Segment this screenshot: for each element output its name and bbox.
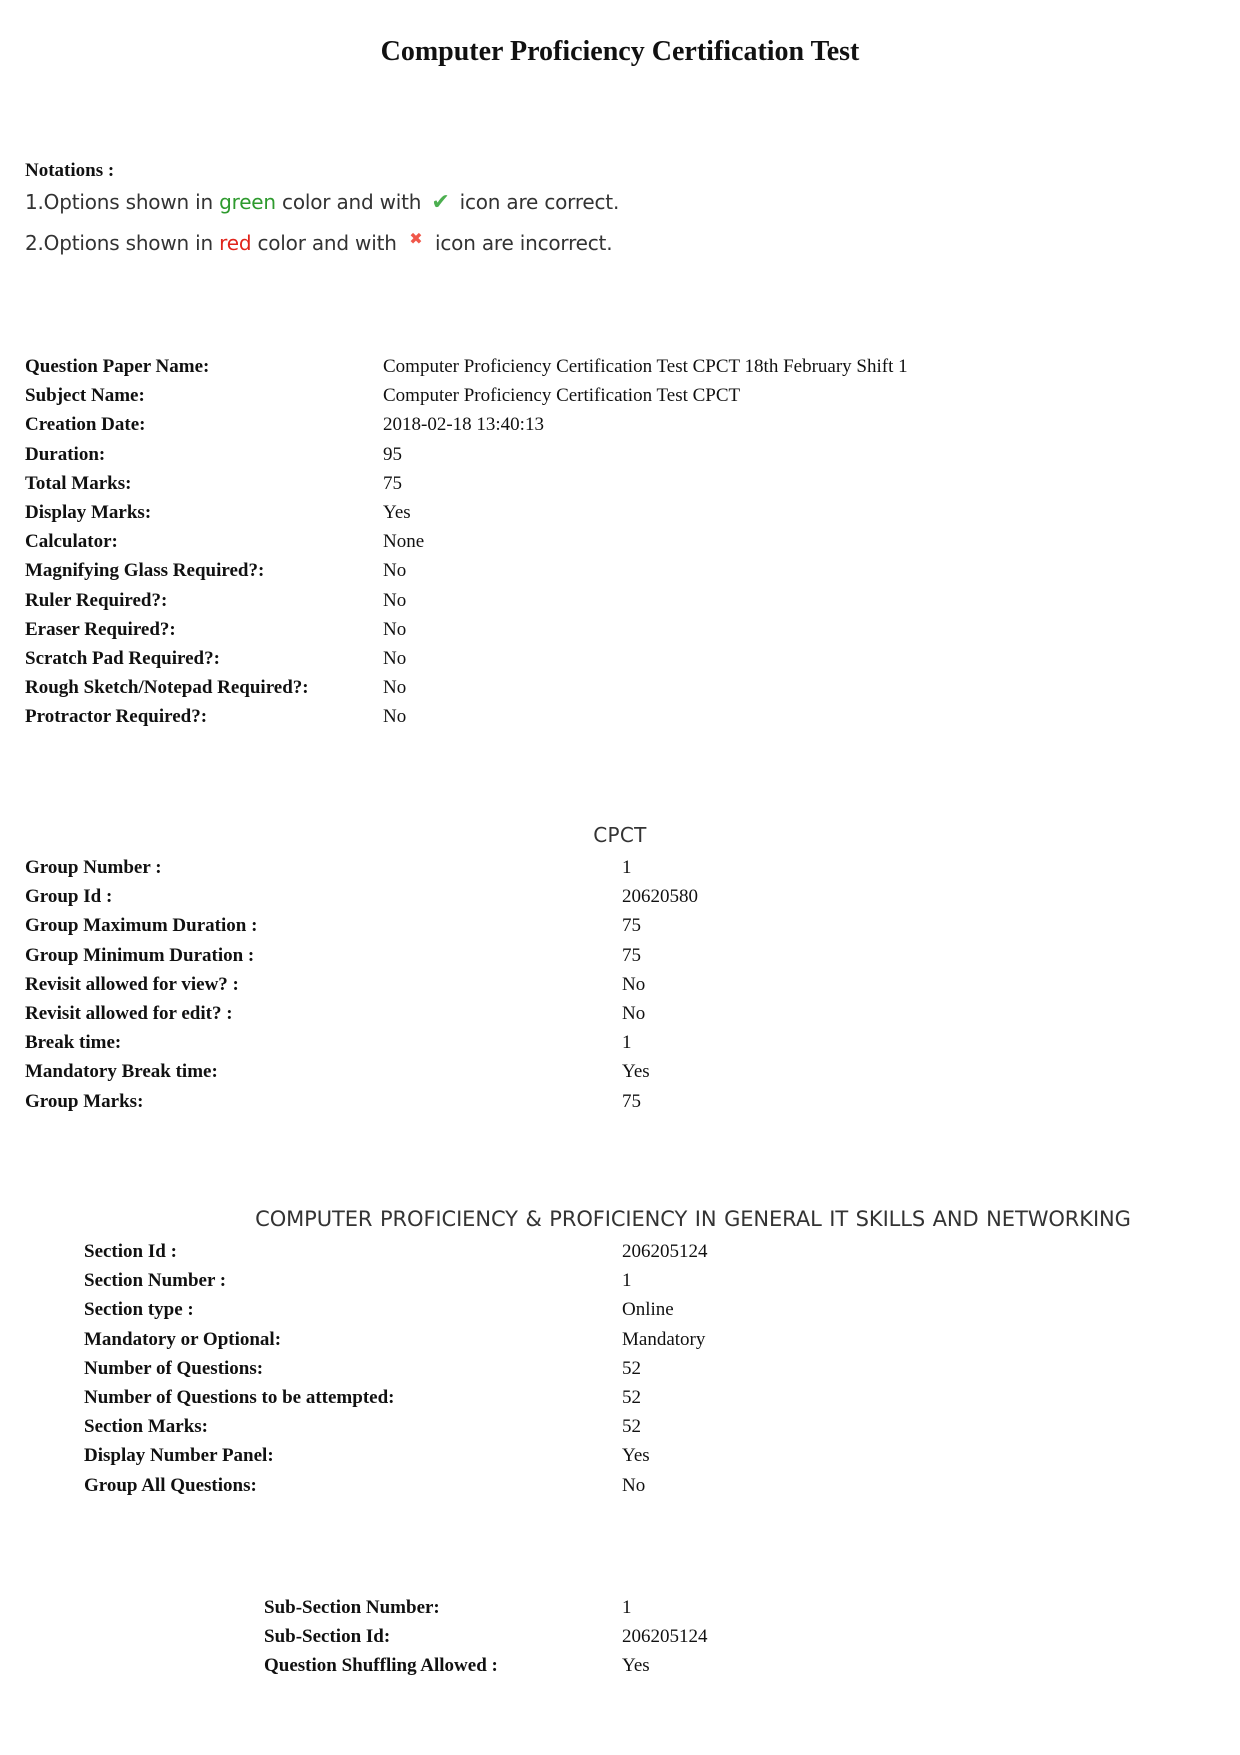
paper-row-rough-sketch [25, 673, 908, 702]
section-value: 206205124 [622, 1241, 708, 1262]
group-value: 75 [622, 915, 641, 937]
section-value: No [622, 1474, 646, 1496]
notation-incorrect-middle: color and with [251, 231, 403, 255]
group-row-number [25, 853, 698, 882]
section-row-id [84, 1237, 708, 1266]
section-row-marks [84, 1412, 708, 1441]
section-heading: COMPUTER PROFICIENCY & PROFICIENCY IN GENERAL IT SKILLS AND NETWORKING [255, 1207, 1131, 1231]
paper-label: Subject Name: [25, 385, 145, 407]
notation-incorrect-suffix: icon are incorrect. [428, 231, 613, 255]
section-value: 52 [622, 1357, 641, 1379]
notation-incorrect [25, 229, 612, 255]
paper-label: Total Marks: [25, 472, 132, 494]
subsection-row-number [264, 1593, 708, 1622]
paper-row-eraser [25, 615, 908, 644]
group-row-min-duration [25, 941, 698, 970]
paper-label: Scratch Pad Required?: [25, 648, 220, 670]
paper-label: Creation Date: [25, 414, 146, 436]
section-row-group-all [84, 1471, 708, 1500]
group-value: 1 [622, 857, 632, 878]
section-label: Section Marks: [84, 1416, 209, 1438]
paper-row-scratch-pad [25, 644, 908, 673]
group-row-marks [25, 1087, 698, 1116]
paper-label: Eraser Required?: [25, 618, 176, 640]
paper-row-name [25, 352, 908, 381]
section-details [84, 1237, 708, 1500]
cross-icon: ✖ [409, 229, 423, 248]
notation-red-word: red [219, 231, 252, 255]
group-heading: CPCT [593, 823, 647, 847]
paper-value: 2018-02-18 13:40:13 [383, 414, 544, 436]
subsection-label: Question Shuffling Allowed : [264, 1655, 498, 1677]
subsection-details [264, 1593, 708, 1681]
group-label: Group Marks: [25, 1090, 144, 1112]
section-label: Number of Questions: [84, 1357, 264, 1379]
group-label: Revisit allowed for view? : [25, 973, 239, 995]
paper-row-display-marks [25, 498, 908, 527]
subsection-value: 206205124 [622, 1626, 708, 1648]
paper-label: Calculator: [25, 531, 118, 553]
section-row-number [84, 1266, 708, 1295]
section-label: Section type : [84, 1299, 194, 1321]
section-row-number-panel [84, 1441, 708, 1470]
subsection-value: Yes [622, 1655, 650, 1677]
section-label: Section Number : [84, 1270, 227, 1292]
notation-incorrect-prefix: 2.Options shown in [25, 231, 220, 255]
paper-value: Computer Proficiency Certification Test CPCT [383, 385, 741, 407]
section-row-to-attempt [84, 1383, 708, 1412]
section-value: 52 [622, 1387, 641, 1409]
notation-correct [25, 190, 619, 215]
group-value: 75 [622, 1090, 641, 1112]
group-value: 75 [622, 944, 641, 966]
group-value: No [622, 1003, 646, 1025]
section-row-mandatory [84, 1325, 708, 1354]
group-label: Break time: [25, 1032, 122, 1054]
group-value: 20620580 [622, 886, 698, 908]
paper-value: 95 [383, 443, 402, 465]
paper-row-subject [25, 381, 908, 410]
section-label: Group All Questions: [84, 1474, 257, 1496]
group-label: Mandatory Break time: [25, 1061, 218, 1083]
paper-row-ruler [25, 586, 908, 615]
notation-correct-prefix: 1.Options shown in [25, 190, 220, 214]
paper-value: Computer Proficiency Certification Test CPCT 18th February Shift 1 [383, 356, 908, 377]
group-value: 1 [622, 1032, 632, 1054]
subsection-row-id [264, 1622, 708, 1651]
paper-value: 75 [383, 472, 402, 494]
section-value: 52 [622, 1416, 641, 1438]
section-value: Yes [622, 1445, 650, 1467]
group-label: Group Minimum Duration : [25, 944, 255, 966]
group-label: Group Maximum Duration : [25, 915, 258, 937]
paper-value: No [383, 560, 407, 582]
group-value: No [622, 973, 646, 995]
paper-value: No [383, 648, 407, 670]
notation-green-word: green [219, 190, 276, 214]
group-label: Group Id : [25, 886, 113, 908]
paper-value: No [383, 618, 407, 640]
paper-row-calculator [25, 527, 908, 556]
paper-value: No [383, 706, 407, 728]
group-row-id [25, 882, 698, 911]
paper-label: Duration: [25, 443, 106, 465]
group-row-break-time [25, 1028, 698, 1057]
notation-correct-middle: color and with [275, 190, 428, 214]
paper-label: Display Marks: [25, 502, 152, 524]
paper-value: No [383, 589, 407, 611]
section-label: Number of Questions to be attempted: [84, 1387, 395, 1409]
paper-label: Magnifying Glass Required?: [25, 560, 265, 582]
paper-value: No [383, 677, 407, 699]
subsection-value: 1 [622, 1597, 632, 1618]
paper-row-duration [25, 440, 908, 469]
group-row-revisit-edit [25, 999, 698, 1028]
group-value: Yes [622, 1061, 650, 1083]
paper-label: Rough Sketch/Notepad Required?: [25, 677, 309, 699]
section-label: Mandatory or Optional: [84, 1328, 282, 1350]
notations-heading: Notations : [25, 160, 115, 181]
paper-row-creation-date [25, 410, 908, 439]
paper-row-protractor [25, 702, 908, 731]
paper-label: Ruler Required?: [25, 589, 168, 611]
page-title: Computer Proficiency Certification Test [380, 36, 860, 67]
group-row-revisit-view [25, 970, 698, 999]
subsection-row-shuffling [264, 1651, 708, 1680]
section-label: Section Id : [84, 1241, 177, 1262]
section-value: 1 [622, 1270, 632, 1292]
section-value: Online [622, 1299, 674, 1321]
paper-label: Question Paper Name: [25, 356, 210, 377]
group-row-mandatory-break [25, 1057, 698, 1086]
paper-label: Protractor Required?: [25, 706, 208, 728]
section-row-num-questions [84, 1354, 708, 1383]
paper-value: Yes [383, 502, 411, 524]
paper-value: None [383, 531, 425, 553]
paper-row-magnifying-glass [25, 556, 908, 585]
paper-row-total-marks [25, 469, 908, 498]
section-row-type [84, 1295, 708, 1324]
subsection-label: Sub-Section Id: [264, 1626, 391, 1648]
group-row-max-duration [25, 911, 698, 940]
subsection-label: Sub-Section Number: [264, 1597, 440, 1618]
check-icon: ✔ [431, 190, 450, 215]
paper-details [25, 352, 908, 732]
section-label: Display Number Panel: [84, 1445, 274, 1467]
notation-correct-suffix: icon are correct. [453, 190, 620, 214]
group-label: Revisit allowed for edit? : [25, 1003, 233, 1025]
group-label: Group Number : [25, 857, 162, 878]
group-details [25, 853, 698, 1116]
section-value: Mandatory [622, 1328, 706, 1350]
